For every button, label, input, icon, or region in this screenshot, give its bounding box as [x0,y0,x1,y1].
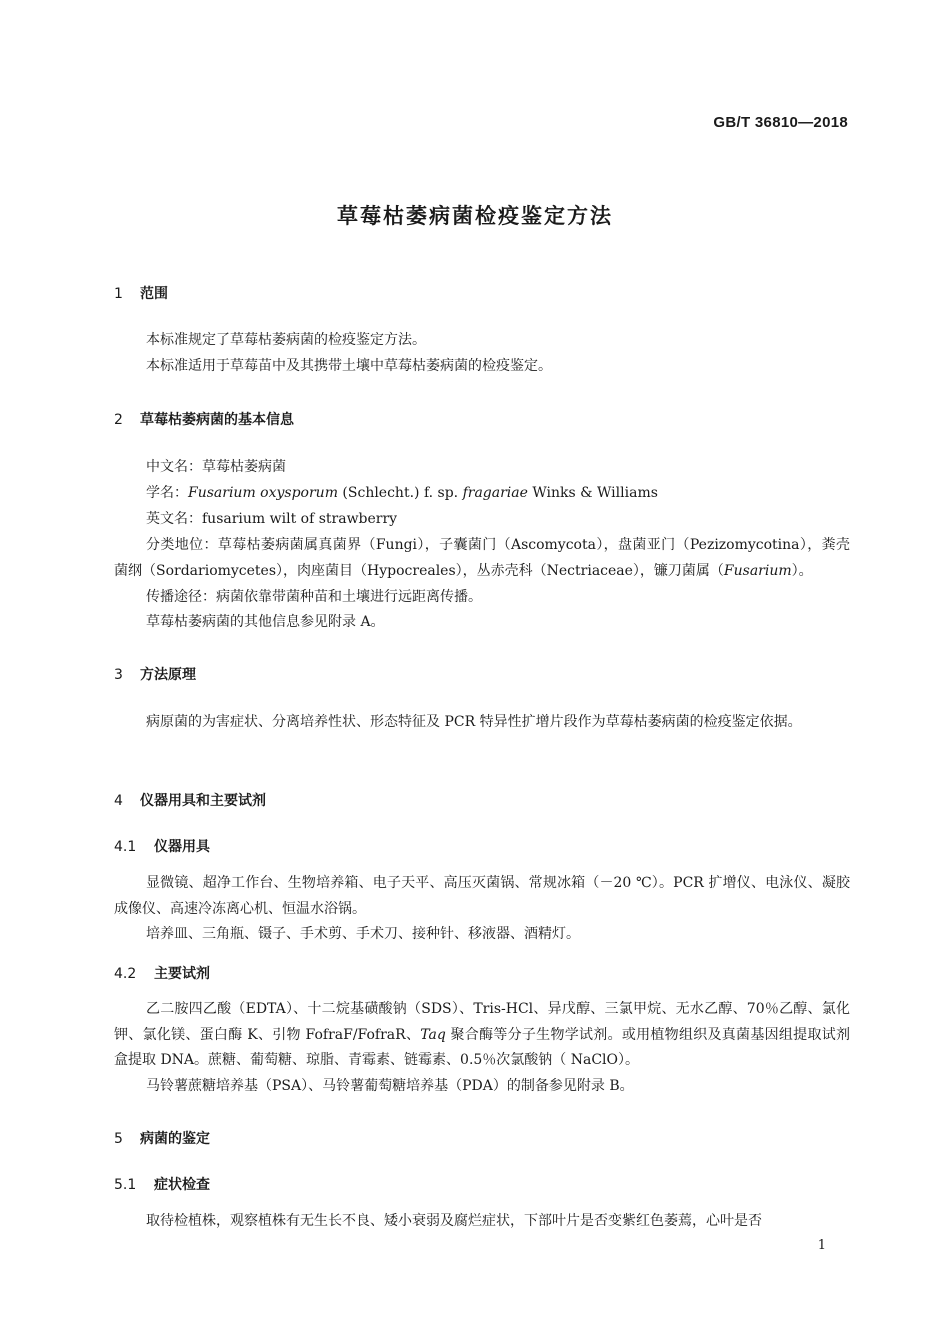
section-number: 4 [114,793,123,809]
paragraph: 病原菌的为害症状、分离培养性状、形态特征及 PCR 特异性扩增片段作为草莓枯萎病菌的检疫鉴定依据。 [146,714,802,730]
text: 乙二胺四乙酸（EDTA）、十二烷基磺酸钠（SDS）、Tris-HCl、异戊醇、三氯甲烷、无水乙醇、70％乙醇、氯化钾、氯化镁、蛋白酶 K、引物 FofraF/FofraR、 [114,1001,850,1043]
page-number: 1 [817,1238,826,1253]
section-heading-3 [114,664,196,684]
section-title: 症状检查 [154,1177,210,1193]
section-title: 草莓枯萎病菌的基本信息 [140,412,294,428]
section-title: 仪器用具 [154,839,210,855]
paragraph: 显微镜、超净工作台、生物培养箱、电子天平、高压灭菌锅、常规冰箱（－20 ℃）。PCR 扩增仪、电泳仪、凝胶成像仪、高速冷冻离心机、恒温水浴锅。 [114,875,850,917]
section-number: 4.2 [114,966,137,982]
section-number: 5.1 [114,1177,137,1193]
text: ）。 [791,562,813,579]
section-title: 方法原理 [140,667,196,683]
section-number: 5 [114,1131,123,1147]
page-title: 草莓枯萎病菌检疫鉴定方法 [337,204,613,228]
section-number: 4.1 [114,839,137,855]
section-heading-5-1 [114,1174,210,1194]
paragraph-spread: 传播途径：病菌依靠带菌种苗和土壤进行远距离传播。 [146,589,482,605]
paragraph: 取待检植株，观察植株有无生长不良、矮小衰弱及腐烂症状，下部叶片是否变紫红色萎蔫，心叶是否 [146,1213,762,1229]
section-title: 主要试剂 [154,966,210,982]
paragraph-classification [114,533,850,584]
section-number: 3 [114,667,123,683]
paragraph-chinese-name: 中文名：草莓枯萎病菌 [146,459,286,475]
section-heading-5 [114,1128,210,1148]
section-heading-4-2 [114,963,210,983]
section-heading-4 [114,790,266,810]
paragraph-other-info: 草莓枯萎病菌的其他信息参见附录 A。 [146,614,385,630]
section-heading-2 [114,409,294,429]
section-number: 1 [114,286,123,302]
paragraph-english-name: 英文名：fusarium wilt of strawberry [146,511,398,527]
paragraph-reagents [114,997,850,1074]
text: (Schlecht.) f. sp. [337,485,463,501]
genus-name: Fusarium [723,562,792,579]
paragraph: 本标准适用于草莓苗中及其携带土壤中草莓枯萎病菌的检疫鉴定。 [146,358,552,374]
species-name: Fusarium oxysporum [188,485,338,501]
section-title: 仪器用具和主要试剂 [140,793,266,809]
enzyme-name: Taq [420,1026,446,1043]
section-number: 2 [114,412,123,428]
text: Winks & Williams [527,485,658,501]
text: 分类地位：草莓枯萎病菌属真菌界（Fungi），子囊菌门（Ascomycota），盘菌亚门（Pezizomycotina），粪壳菌纲（Sordariomycetes），肉座菌目（Hypocreales），丛赤壳科（Nectriaceae），镰刀菌属（ [114,537,850,579]
paragraph: 培养皿、三角瓶、镊子、手术剪、手术刀、接种针、移液器、酒精灯。 [146,926,580,942]
label: 学名： [146,485,188,501]
paragraph: 本标准规定了草莓枯萎病菌的检疫鉴定方法。 [146,332,426,348]
section-title: 病菌的鉴定 [140,1131,210,1147]
forma-name: fragariae [462,485,528,501]
section-heading-4-1 [114,836,210,856]
section-heading-1 [114,283,168,303]
section-title: 范围 [140,286,168,302]
paragraph: 马铃薯蔗糖培养基（PSA）、马铃薯葡萄糖培养基（PDA）的制备参见附录 B。 [146,1078,634,1094]
standard-code: GB/T 36810—2018 [713,114,848,131]
paragraph-scientific-name [114,481,850,507]
text: 聚合酶等分子生物学试剂。或用植物组织及真菌基因组提取试剂盒提取 DNA。蔗糖、葡萄糖、琼脂、青霉素、链霉素、0.5％次氯酸钠（ NaClO）。 [114,1026,850,1068]
